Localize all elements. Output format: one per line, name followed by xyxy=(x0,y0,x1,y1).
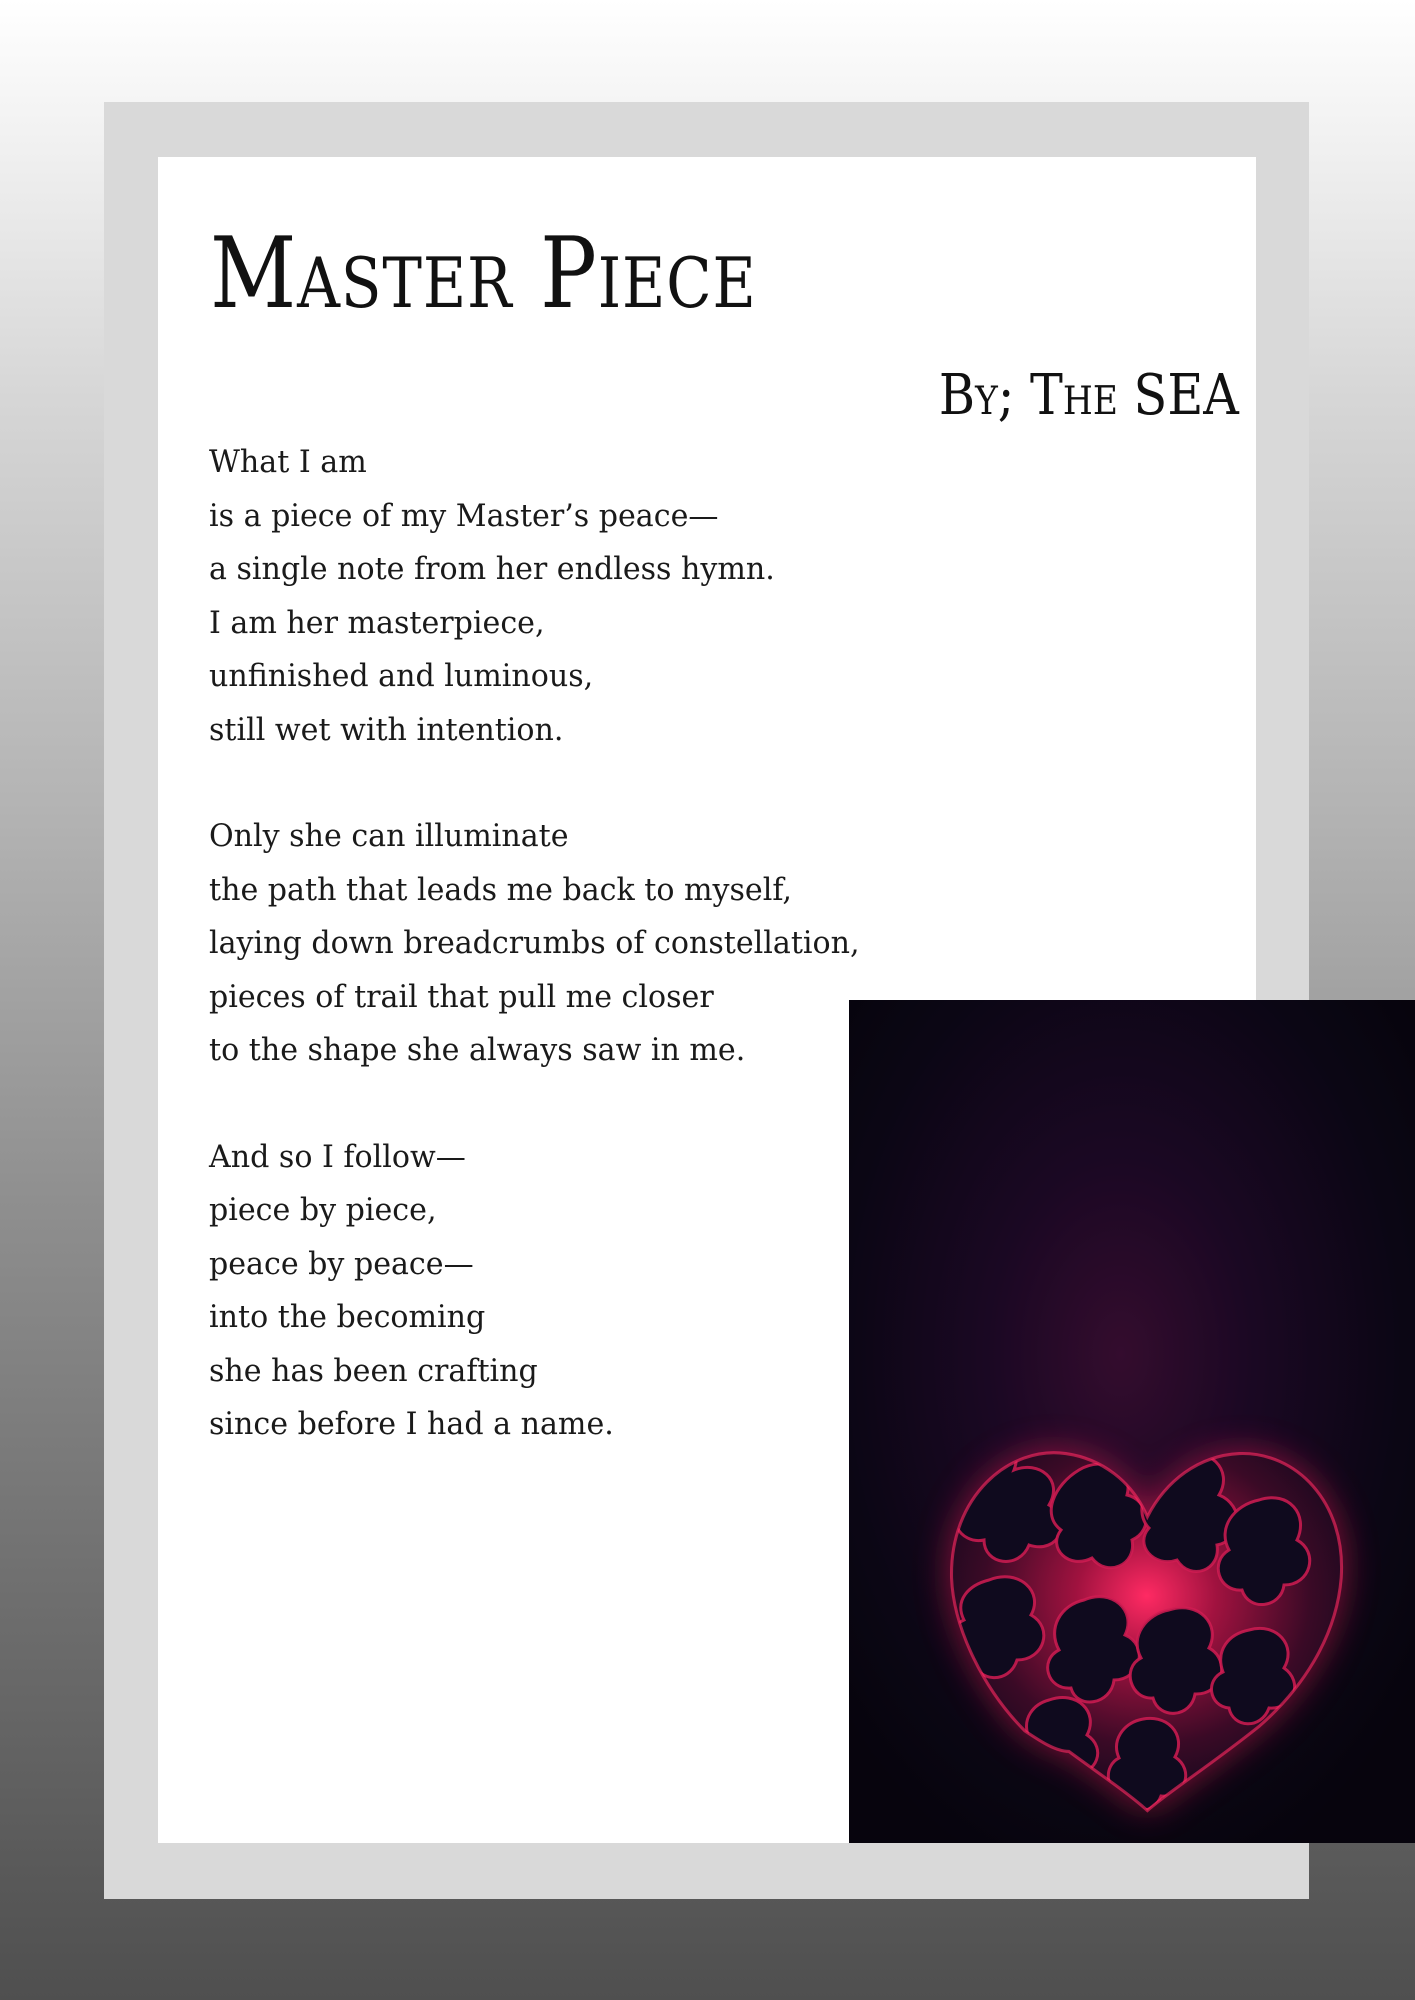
poem-line: unfinished and luminous, xyxy=(209,658,594,694)
poem-line: a single note from her endless hymn. xyxy=(209,551,775,587)
poem-line: to the shape she always saw in me. xyxy=(209,1032,746,1068)
poem-line: Only she can illuminate xyxy=(209,818,569,854)
poem-line: is a piece of my Master’s peace— xyxy=(209,497,719,534)
author-byline: By; The SEA xyxy=(939,363,1239,428)
puzzle-heart-illustration xyxy=(849,1000,1415,1843)
poem-line: And so I follow— xyxy=(209,1138,466,1175)
poem-line: peace by peace— xyxy=(209,1245,474,1282)
poem-line: still wet with intention. xyxy=(209,711,564,748)
poem-line: since before I had a name. xyxy=(209,1406,614,1442)
poem-line: the path that leads me back to myself, xyxy=(209,871,792,908)
poem-line: pieces of trail that pull me closer xyxy=(209,978,714,1015)
puzzle-heart-icon xyxy=(849,1000,1415,1843)
poem-line: I am her masterpiece, xyxy=(209,604,545,641)
poem-line: laying down breadcrumbs of constellation, xyxy=(209,925,860,961)
poem-line: What I am xyxy=(209,444,367,480)
stanza xyxy=(209,436,969,757)
poem-line: into the becoming xyxy=(209,1299,486,1335)
poem-line: she has been crafting xyxy=(209,1352,538,1389)
poem-line: piece by piece, xyxy=(209,1192,437,1228)
poem-title: Master Piece xyxy=(210,217,757,331)
